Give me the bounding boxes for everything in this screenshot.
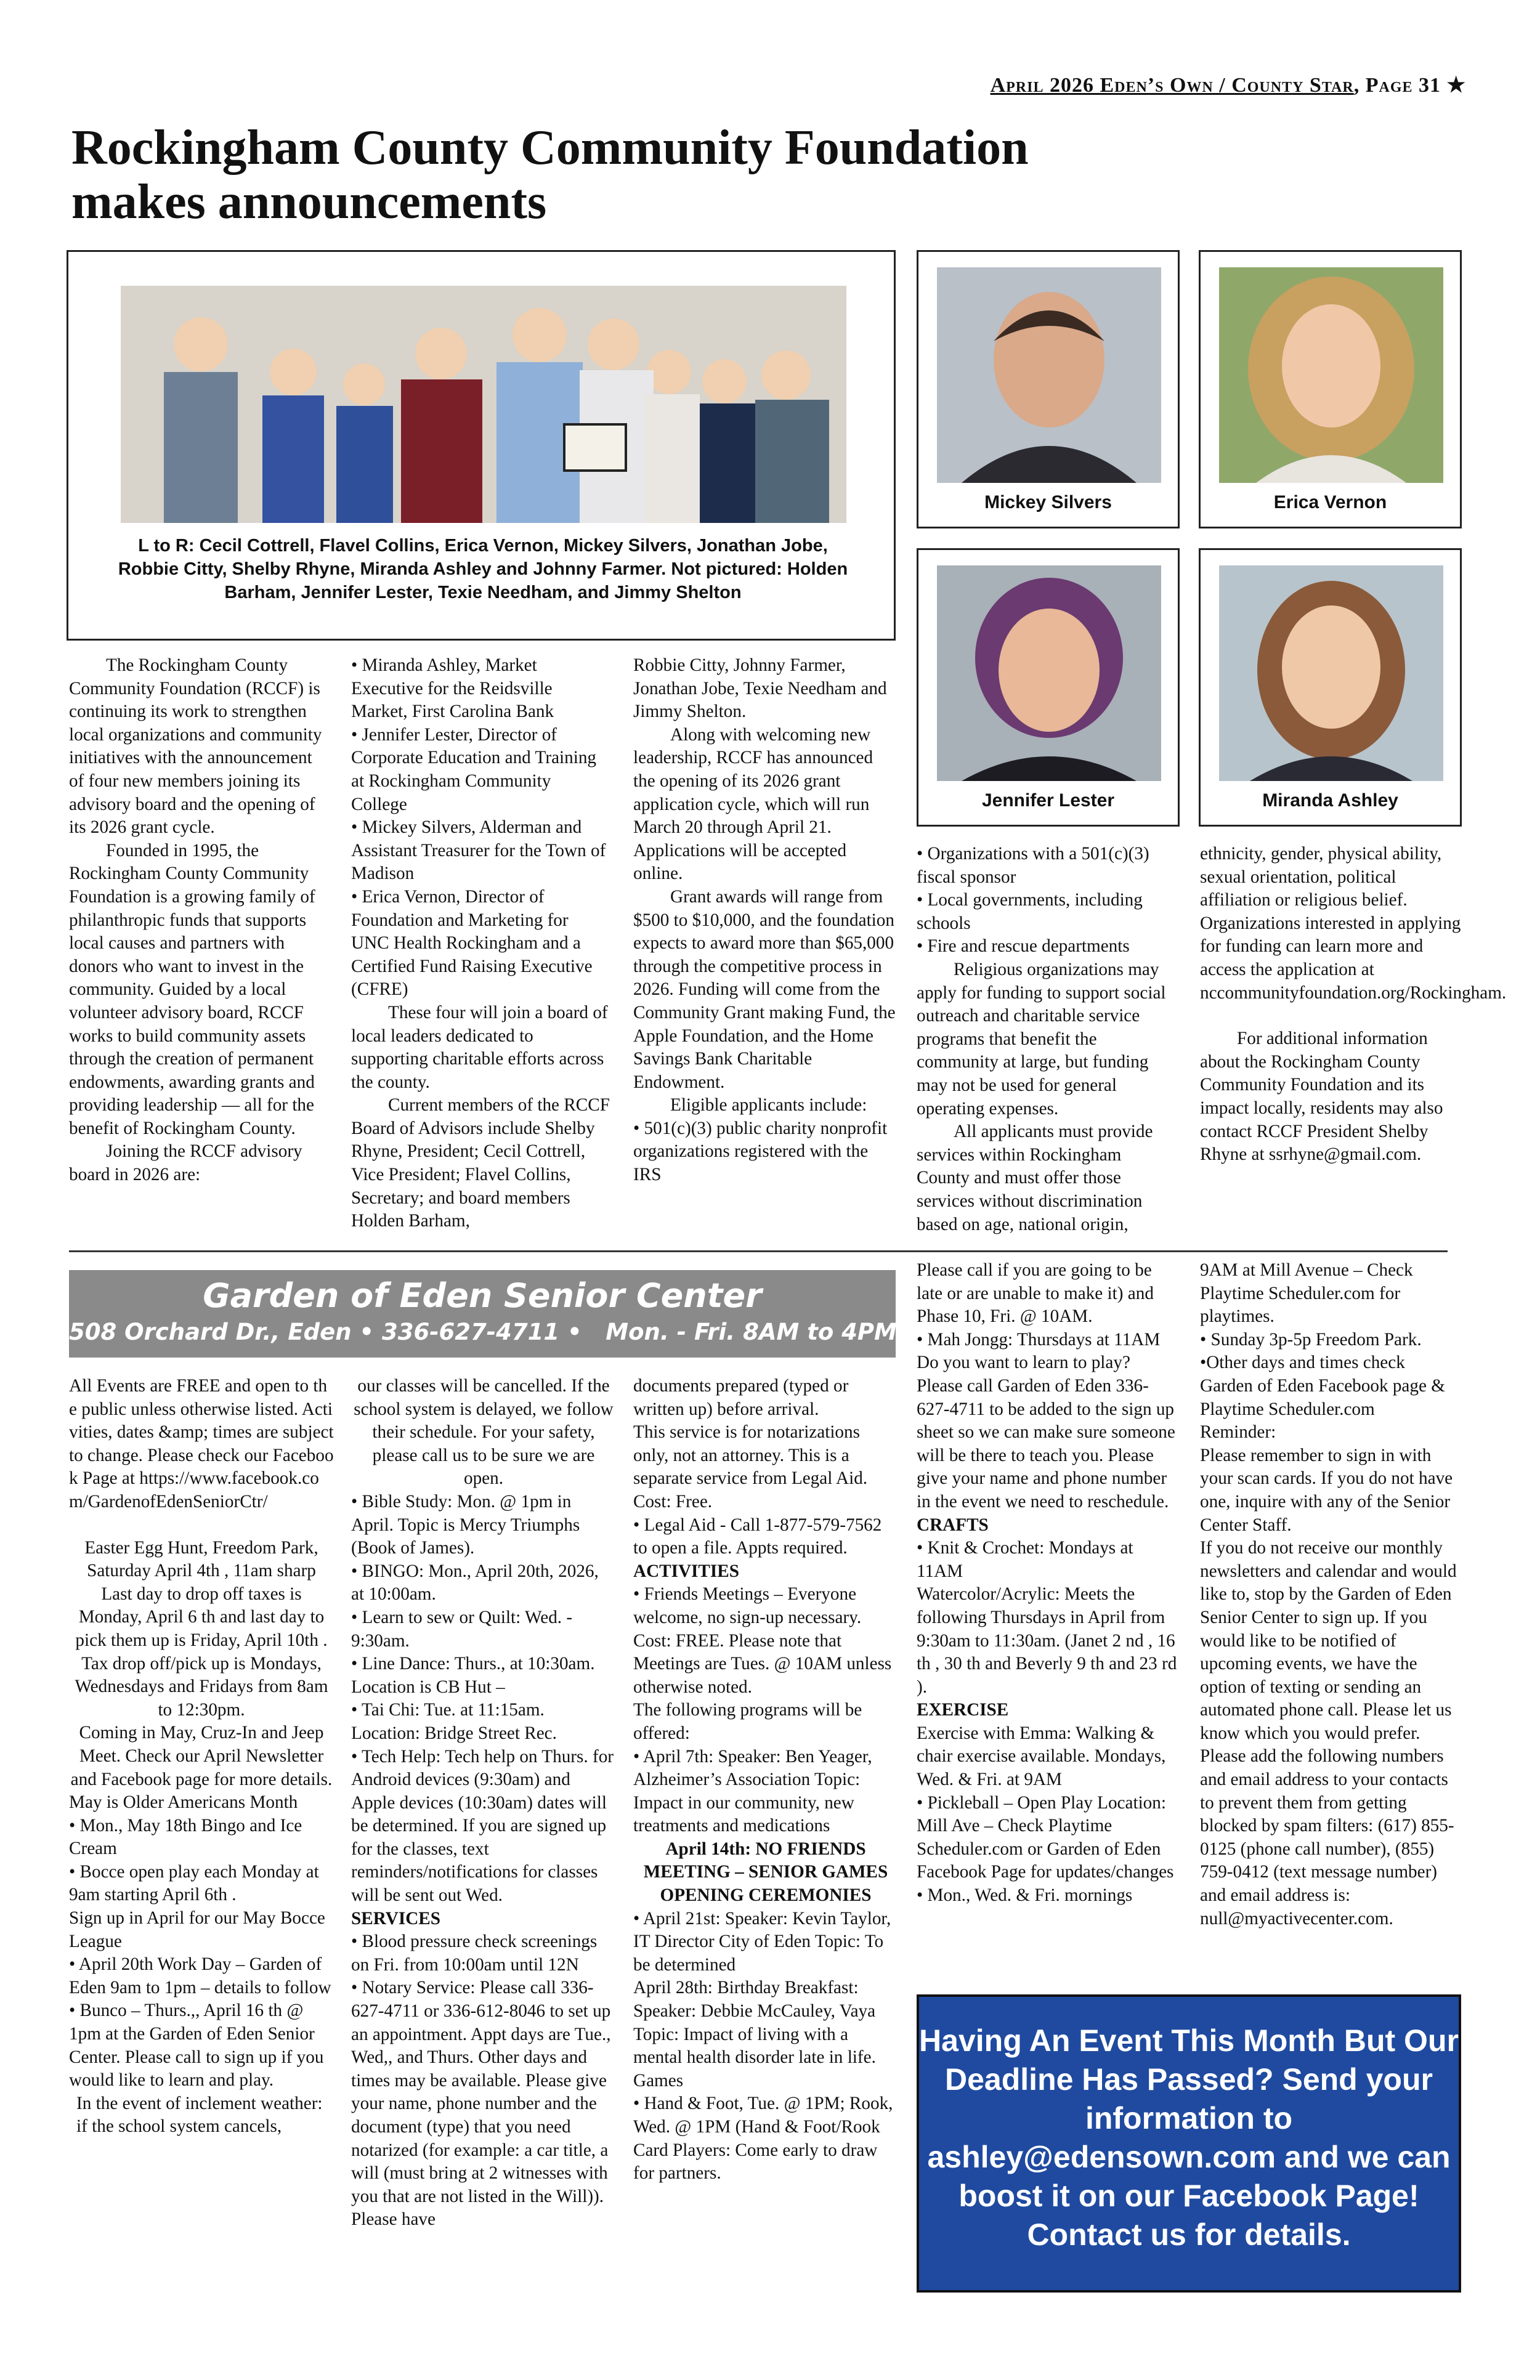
paragraph: documents prepared (typed or written up) before arrival.: [633, 1376, 849, 1419]
article-column-1: [69, 654, 328, 1187]
list-item: • Pickleball – Open Play Location: Mill Ave – Check Playtime Scheduler.com or Garden of Eden Facebook Page for updates/changes: [917, 1792, 1174, 1882]
list-item: • Blood pressure check screenings on Fri. from 10:00am until 12N: [351, 1932, 598, 1975]
article-column-3: [633, 654, 898, 1187]
senior-column-5: [1200, 1259, 1462, 1930]
paragraph: Grant awards will range from $500 to $10,000, and the foundation expects to award more than $65,000 through the competitive process in 2026. Funding will come from the Community Grant making Fund, the Apple Foundation, and the Home Savings Bank Charitable Endowment.: [633, 886, 896, 1092]
paragraph: This service is for notarizations only, not an attorney. This is a separate service from Legal Aid. Cost: Free.: [633, 1422, 868, 1512]
list-item: • Mickey Silvers, Alderman and Assistant Treasurer for the Town of Madison: [351, 817, 606, 884]
list-item: • Legal Aid - Call 1-877-579-7562 to open a file. Appts required.: [633, 1515, 882, 1558]
senior-center-subtitle: 508 Orchard Dr., Eden • 336-627-4711 • Mon. - Fri. 8AM to 4PM: [69, 1319, 897, 1345]
list-item: • Line Dance: Thurs., at 10:30am. Location is CB Hut –: [351, 1654, 595, 1697]
paragraph: In the event of inclement weather: if the school system cancels,: [76, 2093, 323, 2137]
list-item: • Bunco – Thurs.,, April 16 th @ 1pm at the Garden of Eden Senior Center. Please call to sign up if you would like to learn and play.: [69, 2001, 324, 2091]
list-item: • Tai Chi: Tue. at 11:15am. Location: Bridge Street Rec.: [351, 1700, 557, 1743]
list-item: • Mah Jongg: Thursdays at 11AM Do you want to learn to play? Please call Garden of Eden 336-627-4711 to be added to the sign up sheet so we can make sure someone will be there to teach you. Please give your name and phone number in the event we need to reschedule.: [917, 1329, 1175, 1512]
paragraph: Along with welcoming new leadership, RCCF has announced the opening of its 2026 grant application cycle, which will run March 20 through April 21. Applications will be accepted online.: [633, 724, 873, 884]
portrait-jennifer-lester: [937, 565, 1161, 781]
portrait-frame-jennifer: [917, 548, 1180, 827]
paragraph: If you do not receive our monthly newsletters and calendar and would like to, stop by the Garden of Eden Senior Center to sign up. If you would like to be notified of upcoming events, we have the option of texting or sending an automated phone call. Please let us know which you would prefer. Please add the following numbers and email address to your contacts to prevent them from getting blocked by spam filters: (617) 855-0125 (phone call number), (855) 759-0412 (text message number) and email address is: null@myactivecenter.com.: [1200, 1538, 1457, 1929]
paragraph: Easter Egg Hunt, Freedom Park, Saturday April 4th , 11am sharp: [84, 1537, 318, 1581]
section-heading: SERVICES: [351, 1908, 440, 1929]
senior-center-banner: [69, 1270, 896, 1358]
portrait-mickey-silvers: [937, 267, 1161, 483]
list-item: • Jennifer Lester, Director of Corporate Education and Training at Rockingham Community College: [351, 724, 597, 814]
paragraph: These four will join a board of local leaders dedicated to supporting charitable efforts across the county.: [351, 1002, 608, 1092]
paragraph: Religious organizations may apply for funding to support social outreach and charitable service programs that benefit the community at large, but funding may not be used for general operating expenses.: [917, 959, 1166, 1119]
list-item: • Erica Vernon, Director of Foundation and Marketing for UNC Health Rockingham and a Certified Fund Raising Executive (CFRE): [351, 886, 593, 1000]
portrait-miranda-ashley: [1219, 565, 1443, 781]
list-item: • Learn to sew or Quilt: Wed. - 9:30am.: [351, 1607, 573, 1651]
event-deadline-ad: [917, 1994, 1461, 2293]
paragraph: Reminder:: [1200, 1422, 1276, 1443]
running-head-issue: April 2026 Eden’s Own / County Star: [990, 74, 1354, 97]
paragraph: Current members of the RCCF Board of Advisors include Shelby Rhyne, President; Cecil Cottrell, Vice President; Flavel Collins, Secretary; and board members Holden Barham,: [351, 1095, 610, 1231]
list-item: • Bible Study: Mon. @ 1pm in April. Topic is Mercy Triumphs (Book of James).: [351, 1491, 580, 1558]
list-item: • Friends Meetings – Everyone welcome, no sign-up necessary. Cost: FREE. Please note that Meetings are Tues. @ 10AM unless otherwise noted.: [633, 1584, 892, 1697]
list-item: • BINGO: Mon., April 20th, 2026, at 10:00am.: [351, 1561, 599, 1605]
group-photo: [121, 286, 846, 523]
portrait-frame-mickey: [917, 250, 1180, 528]
paragraph: ethnicity, gender, physical ability, sexual orientation, political affiliation or religious belief. Organizations interested in applying for funding can learn more and access the application at nccommunityfoundation.org/Rockingham.: [1200, 844, 1507, 1003]
list-item: •Other days and times check Garden of Eden Facebook page & Playtime Scheduler.com: [1200, 1353, 1445, 1419]
portrait-illustration: [937, 267, 1161, 483]
star-icon: ★: [1446, 74, 1466, 97]
list-item: • Mon., Wed. & Fri. mornings: [917, 1885, 1133, 1906]
list-item: • Mon., May 18th Bingo and Ice Cream: [69, 1815, 302, 1859]
list-item: • Organizations with a 501(c)(3) fiscal sponsor: [917, 844, 1149, 887]
paragraph: For additional information about the Rockingham County Community Foundation and its impact locally, residents may also contact RCCF President Shelby Rhyne at ssrhyne@gmail.com.: [1200, 1029, 1443, 1165]
list-item: • April 21st: Speaker: Kevin Taylor, IT Director City of Eden Topic: To be determined: [633, 1908, 891, 1975]
portrait-caption: Miranda Ashley: [1262, 790, 1398, 811]
paragraph: Joining the RCCF advisory board in 2026 are:: [69, 1141, 302, 1185]
paragraph: 9AM at Mill Avenue – Check Playtime Scheduler.com for playtimes.: [1200, 1260, 1413, 1327]
running-head: [991, 73, 1466, 97]
article-headline: [71, 121, 1119, 229]
paragraph: Robbie Citty, Johnny Farmer, Jonathan Jobe, Texie Needham and Jimmy Shelton.: [633, 655, 887, 722]
paragraph: All Events are FREE and open to the public unless otherwise listed. Activities, dates &amp; times are subject to change. Please check our Facebook Page at https://www.facebook.com/GardenofEdenSeniorCtr/: [69, 1376, 334, 1512]
senior-center-title: Garden of Eden Senior Center: [203, 1276, 762, 1315]
section-heading: CRAFTS: [917, 1515, 989, 1535]
paragraph: April 28th: Birthday Breakfast: Speaker: Debbie McCauley, Vaya Topic: Impact of living with a mental health disorder late in life.: [633, 1978, 876, 2068]
paragraph: Coming in May, Cruz-In and Jeep Meet. Check our April Newsletter and Facebook page for more details.: [70, 1723, 333, 1789]
paragraph: our classes will be cancelled. If the school system is delayed, we follow their schedule. For your safety, please call us to be sure we are open.: [354, 1376, 614, 1489]
portrait-caption: Jennifer Lester: [981, 790, 1115, 811]
article-column-4: [917, 843, 1178, 1236]
portrait-frame-erica: [1199, 250, 1462, 528]
paragraph: Please remember to sign in with your scan cards. If you do not have one, inquire with any of the Senior Center Staff.: [1200, 1445, 1453, 1535]
portrait-frame-miranda: [1199, 548, 1462, 827]
ad-text: Having An Event This Month But Our Deadline Has Passed? Send your information to ashley@edensown.com and we can boost it on our Facebook Page! Contact us for details.: [919, 2023, 1459, 2252]
paragraph: Watercolor/Acrylic: Meets the following Thursdays in April from 9:30am to 11:30am. (Janet 2 nd , 16 th , 30 th and Beverly 9 th and 23 rd ).: [917, 1584, 1177, 1697]
list-item: • Local governments, including schools: [917, 890, 1143, 933]
paragraph: Sign up in April for our May Bocce League: [69, 1908, 325, 1951]
list-item: • Notary Service: Please call 336-627-4711 or 336-612-8046 to set up an appointment. Appt days are Tue., Wed,, and Thurs. Other days and times may be available. Please give your name, phone number and the document (type) that you need notarized (for example: a car title, a will (must bring at 2 witnesses with you that are not listed in the Will)). Please have: [351, 1978, 611, 2230]
headline-line-1: Rockingham County Community Foundation: [71, 121, 1029, 175]
list-item: • Sunday 3p-5p Freedom Park.: [1200, 1329, 1422, 1350]
portrait-illustration: [1219, 565, 1443, 781]
paragraph: Eligible applicants include:: [670, 1095, 867, 1115]
paragraph: Last day to drop off taxes is Monday, April 6 th and last day to pick them up is Friday, April 10th .: [75, 1584, 328, 1650]
senior-column-4: [917, 1259, 1178, 1908]
portrait-erica-vernon: [1219, 267, 1443, 483]
list-item: • Miranda Ashley, Market Executive for the Reidsville Market, First Carolina Bank: [351, 655, 554, 722]
paragraph: May is Older Americans Month: [69, 1792, 298, 1813]
paragraph: Please call if you are going to be late or are unable to make it) and Phase 10, Fri. @ 10AM.: [917, 1260, 1154, 1327]
list-item: • April 7th: Speaker: Ben Yeager, Alzheimer’s Association Topic: Impact in our community, new treatments and medications: [633, 1746, 872, 1836]
portrait-caption: Erica Vernon: [1273, 492, 1387, 512]
portrait-caption: Mickey Silvers: [984, 492, 1112, 512]
list-item: • Hand & Foot, Tue. @ 1PM; Rook, Wed. @ 1PM (Hand & Foot/Rook Card Players: Come early to draw for partners.: [633, 2094, 893, 2184]
group-photo-frame: [67, 250, 896, 641]
paragraph: The Rockingham County Community Foundation (RCCF) is continuing its work to strengthen local organizations and community initiatives with the announcement of four new members joining its advisory board and the opening of its 2026 grant cycle.: [69, 655, 322, 838]
group-photo-caption: L to R: Cecil Cottrell, Flavel Collins, Erica Vernon, Mickey Silvers, Jonathan Jobe, Robbie Citty, Shelby Rhyne, Miranda Ashley and Johnny Farmer. Not pictured: Holden Barham, Jennifer Lester, Texie Needham, and Jimmy Shelton: [118, 536, 848, 602]
article-column-2: [351, 654, 610, 1233]
paragraph: Founded in 1995, the Rockingham County Community Foundation is a growing family of philanthropic funds that supports local causes and partners with donors who want to invest in the community. Guided by a local volunteer advisory board, RCCF works to build community assets through the creation of permanent endowments, awarding grants and providing leadership — all for the benefit of Rockingham County.: [69, 840, 315, 1138]
list-item: • April 20th Work Day – Garden of Eden 9am to 1pm – details to follow: [69, 1954, 331, 1997]
list-item: • Fire and rescue departments: [917, 936, 1130, 957]
section-heading: EXERCISE: [917, 1700, 1009, 1720]
portrait-illustration: [937, 565, 1161, 781]
paragraph: The following programs will be offered:: [633, 1700, 862, 1743]
list-item: • Knit & Crochet: Mondays at 11AM: [917, 1538, 1133, 1581]
portrait-illustration: [1219, 267, 1443, 483]
paragraph: Tax drop off/pick up is Mondays, Wednesdays and Fridays from 8am to 12:30pm.: [75, 1653, 328, 1720]
list-item: • 501(c)(3) public charity nonprofit organizations registered with the IRS: [633, 1118, 888, 1185]
senior-column-3: [633, 1375, 898, 2185]
senior-column-1: [69, 1375, 334, 2139]
list-item: • Bocce open play each Monday at 9am starting April 6th .: [69, 1861, 319, 1905]
headline-line-2: makes announcements: [71, 175, 547, 229]
article-column-5: [1200, 843, 1507, 1167]
paragraph: All applicants must provide services within Rockingham County and must offer those services without discrimination based on age, national origin,: [917, 1122, 1153, 1234]
notice: April 14th: NO FRIENDS MEETING – SENIOR GAMES OPENING CEREMONIES: [643, 1839, 888, 1906]
paragraph: Exercise with Emma: Walking & chair exercise available. Mondays, Wed. & Fri. at 9AM: [917, 1723, 1166, 1790]
page-number: , Page 31: [1353, 74, 1441, 97]
section-heading: ACTIVITIES: [633, 1561, 739, 1581]
list-item: • Tech Help: Tech help on Thurs. for Android devices (9:30am) and Apple devices (10:30am) dates will be determined. If you are signed up for the classes, text reminders/notifications for classes will be sent out Wed.: [351, 1746, 614, 1906]
paragraph: Games: [633, 2070, 684, 2091]
section-divider: [69, 1250, 1448, 1252]
senior-column-2: [351, 1375, 616, 2232]
group-photo-illustration: [121, 286, 846, 523]
